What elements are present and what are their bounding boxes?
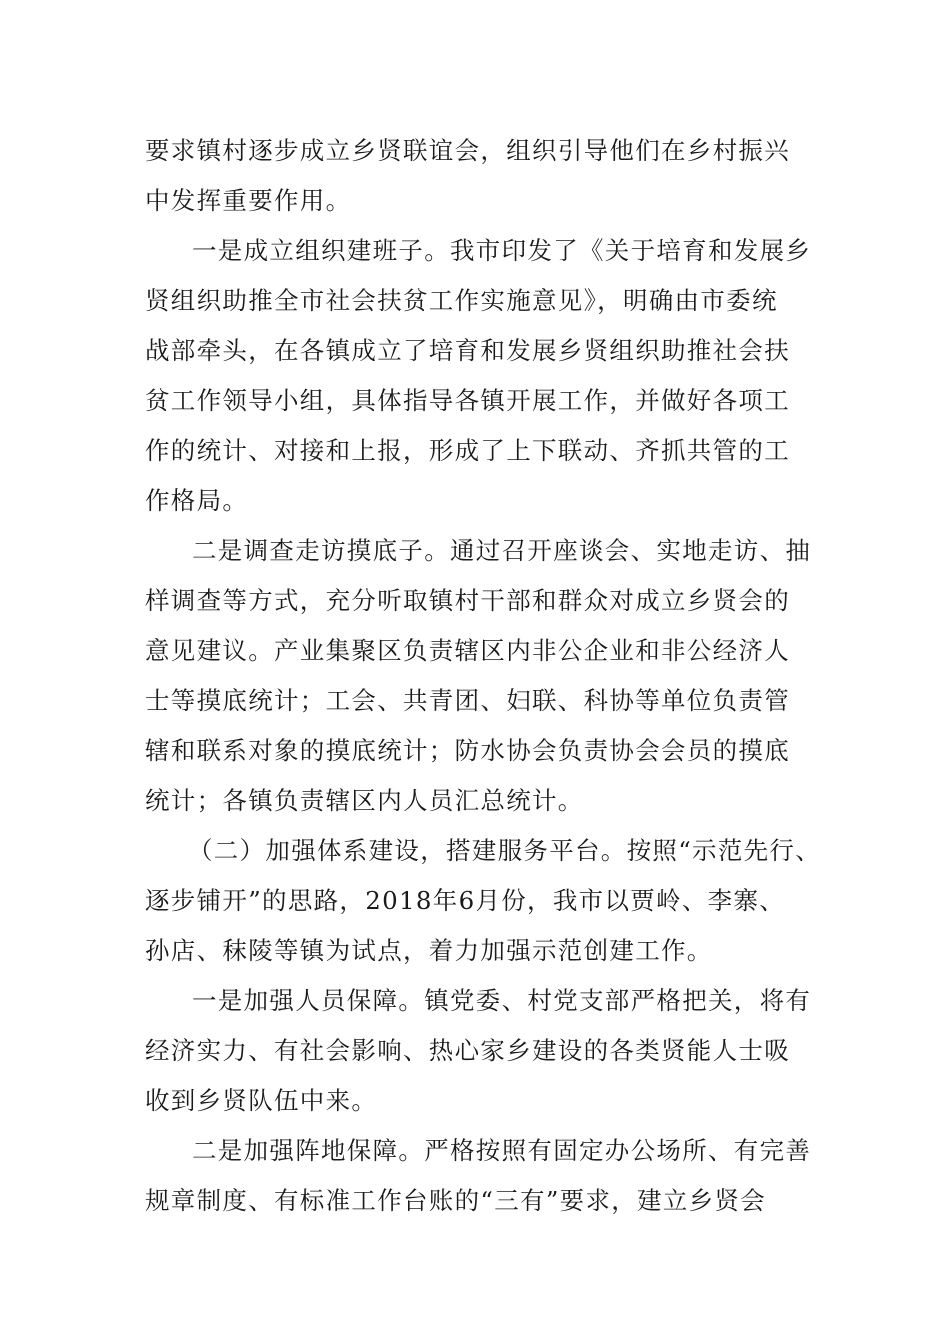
text-line: 贤组织助推全市社会扶贫工作实施意见》，明确由市委统 bbox=[145, 286, 778, 315]
section-heading-line: （二）加强体系建设，搭建服务平台。按照“示范先行、 bbox=[188, 836, 822, 865]
text-line: 辖和联系对象的摸底统计；防水协会负责协会会员的摸底 bbox=[145, 736, 790, 765]
text-line: 中发挥重要作用。 bbox=[145, 186, 352, 215]
text-line: 收到乡贤队伍中来。 bbox=[145, 1086, 378, 1115]
text-line: 二是加强阵地保障。严格按照有固定办公场所、有完善 bbox=[192, 1136, 812, 1165]
text-line: 一是成立组织建班子。我市印发了《关于培育和发展乡 bbox=[192, 236, 812, 265]
text-line: 规章制度、有标准工作台账的“三有”要求，建立乡贤会 bbox=[145, 1186, 767, 1215]
text-line: 逐步铺开”的思路，2018年6月份，我市以贾岭、李寨、 bbox=[145, 886, 786, 915]
text-line: 作的统计、对接和上报，形成了上下联动、齐抓共管的工 bbox=[145, 436, 790, 465]
text-line: 经济实力、有社会影响、热心家乡建设的各类贤能人士吸 bbox=[145, 1036, 790, 1065]
text-line: 贫工作领导小组，具体指导各镇开展工作，并做好各项工 bbox=[145, 386, 790, 415]
text-line: 意见建议。产业集聚区负责辖区内非公企业和非公经济人 bbox=[145, 636, 790, 665]
text-line: 一是加强人员保障。镇党委、村党支部严格把关，将有 bbox=[192, 986, 812, 1015]
text-line: 作格局。 bbox=[145, 486, 249, 515]
text-line: 士等摸底统计；工会、共青团、妇联、科协等单位负责管 bbox=[145, 686, 790, 715]
text-line: 二是调查走访摸底子。通过召开座谈会、实地走访、抽 bbox=[192, 536, 812, 565]
text-line: 要求镇村逐步成立乡贤联谊会，组织引导他们在乡村振兴 bbox=[145, 136, 790, 165]
text-line: 样调查等方式，充分听取镇村干部和群众对成立乡贤会的 bbox=[145, 586, 790, 615]
text-line: 孙店、秣陵等镇为试点，着力加强示范创建工作。 bbox=[145, 936, 713, 965]
text-line: 统计；各镇负责辖区内人员汇总统计。 bbox=[145, 786, 584, 815]
text-line: 战部牵头，在各镇成立了培育和发展乡贤组织助推社会扶 bbox=[145, 336, 790, 365]
